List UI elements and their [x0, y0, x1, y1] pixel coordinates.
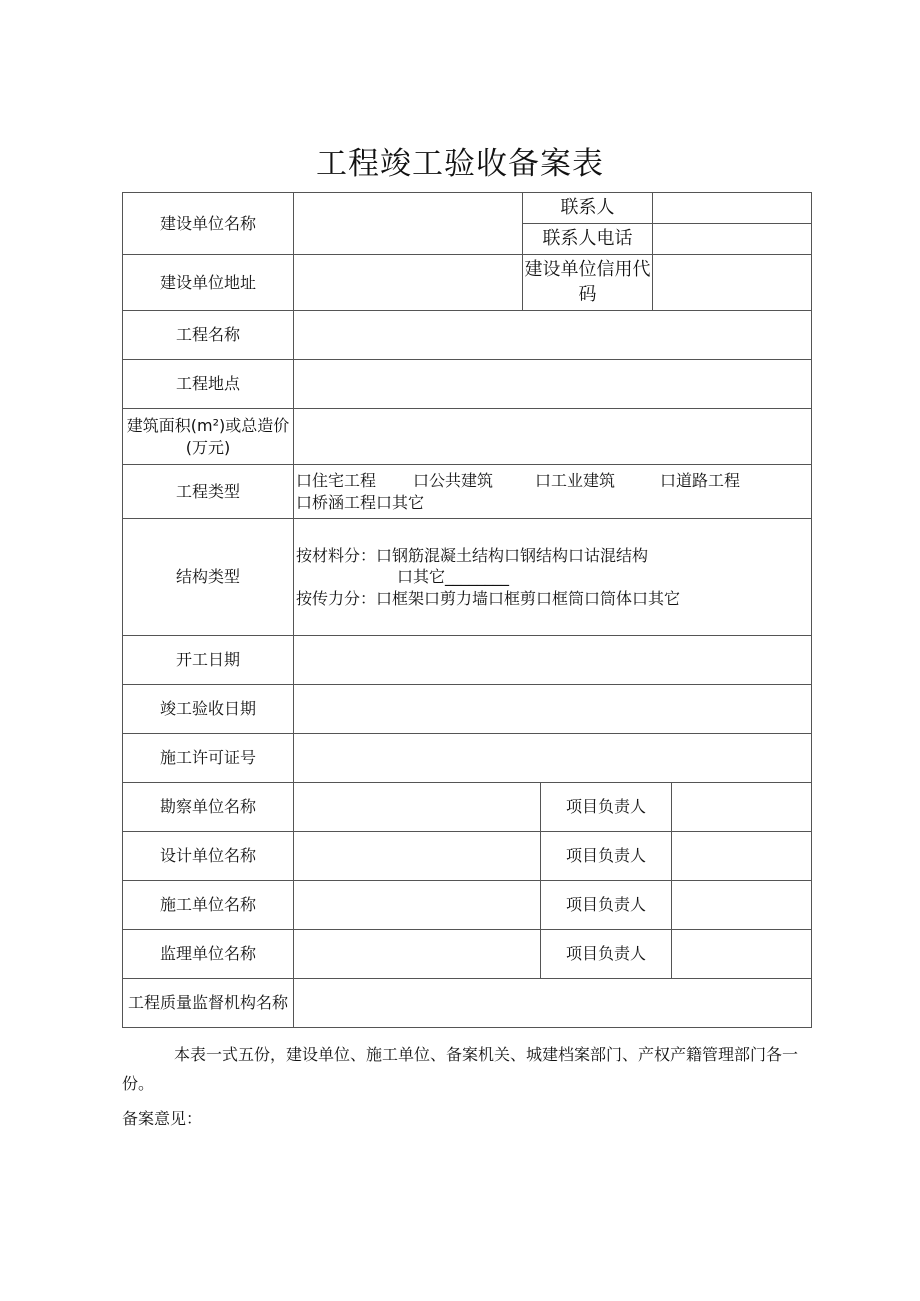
survey-manager-label: 项目负责人	[541, 783, 672, 832]
design-unit-field[interactable]	[294, 832, 541, 881]
structure-force-line[interactable]: 按传力分：口框架口剪力墙口框剪口框筒口筒体口其它	[296, 588, 681, 608]
supervision-unit-field[interactable]	[294, 930, 541, 979]
project-location-field[interactable]	[294, 360, 812, 409]
option-bridge-other[interactable]: 口桥涵工程口其它	[296, 492, 425, 512]
project-name-label: 工程名称	[123, 311, 294, 360]
copies-note: 本表一式五份，建设单位、施工单位、备案机关、城建档案部门、产权产籍管理部门各一份。	[122, 1045, 799, 1093]
start-date-label: 开工日期	[123, 636, 294, 685]
quality-agency-label: 工程质量监督机构名称	[123, 979, 294, 1028]
contact-phone-label: 联系人电话	[523, 224, 653, 255]
page-title: 工程竣工验收备案表	[316, 146, 604, 182]
option-industrial-building[interactable]: 口工业建筑	[535, 470, 616, 490]
filing-opinion-label: 备案意见：	[122, 1109, 203, 1128]
structure-type-options	[294, 519, 812, 636]
option-public-building[interactable]: 口公共建筑	[413, 470, 494, 490]
owner-address-field[interactable]	[294, 255, 523, 311]
credit-code-label: 建设单位信用代码	[523, 255, 653, 311]
supervision-unit-label: 监理单位名称	[123, 930, 294, 979]
area-field[interactable]	[294, 409, 812, 465]
supervision-manager-field[interactable]	[672, 930, 812, 979]
project-type-line-1	[296, 470, 811, 492]
owner-name-label: 建设单位名称	[123, 193, 294, 255]
project-type-label: 工程类型	[123, 465, 294, 519]
permit-field[interactable]	[294, 734, 812, 783]
design-manager-label: 项目负责人	[541, 832, 672, 881]
start-date-field[interactable]	[294, 636, 812, 685]
option-road[interactable]: 口道路工程	[660, 470, 741, 490]
survey-manager-field[interactable]	[672, 783, 812, 832]
project-name-field[interactable]	[294, 311, 812, 360]
owner-address-label: 建设单位地址	[123, 255, 294, 311]
permit-label: 施工许可证号	[123, 734, 294, 783]
acceptance-date-label: 竣工验收日期	[123, 685, 294, 734]
construction-unit-label: 施工单位名称	[123, 881, 294, 930]
credit-code-field[interactable]	[653, 255, 812, 311]
construction-manager-field[interactable]	[672, 881, 812, 930]
construction-manager-label: 项目负责人	[541, 881, 672, 930]
area-label: 建筑面积(m²)或总造价(万元)	[123, 409, 294, 465]
structure-type-label: 结构类型	[123, 519, 294, 636]
structure-material-line[interactable]: 按材料分：口钢筋混凝土结构口钢结构口诂混结构	[296, 545, 649, 565]
project-type-options	[294, 465, 812, 519]
option-residential[interactable]: 口住宅工程	[296, 470, 377, 490]
project-location-label: 工程地点	[123, 360, 294, 409]
structure-material-other[interactable]: 口其它________	[397, 567, 510, 587]
survey-unit-field[interactable]	[294, 783, 541, 832]
design-manager-field[interactable]	[672, 832, 812, 881]
quality-agency-field[interactable]	[294, 979, 812, 1028]
owner-name-field[interactable]	[294, 193, 523, 255]
contact-label: 联系人	[523, 193, 653, 224]
supervision-manager-label: 项目负责人	[541, 930, 672, 979]
design-unit-label: 设计单位名称	[123, 832, 294, 881]
construction-unit-field[interactable]	[294, 881, 541, 930]
filing-form-table	[122, 192, 812, 1028]
survey-unit-label: 勘察单位名称	[123, 783, 294, 832]
contact-phone-field[interactable]	[653, 224, 812, 255]
acceptance-date-field[interactable]	[294, 685, 812, 734]
contact-field[interactable]	[653, 193, 812, 224]
